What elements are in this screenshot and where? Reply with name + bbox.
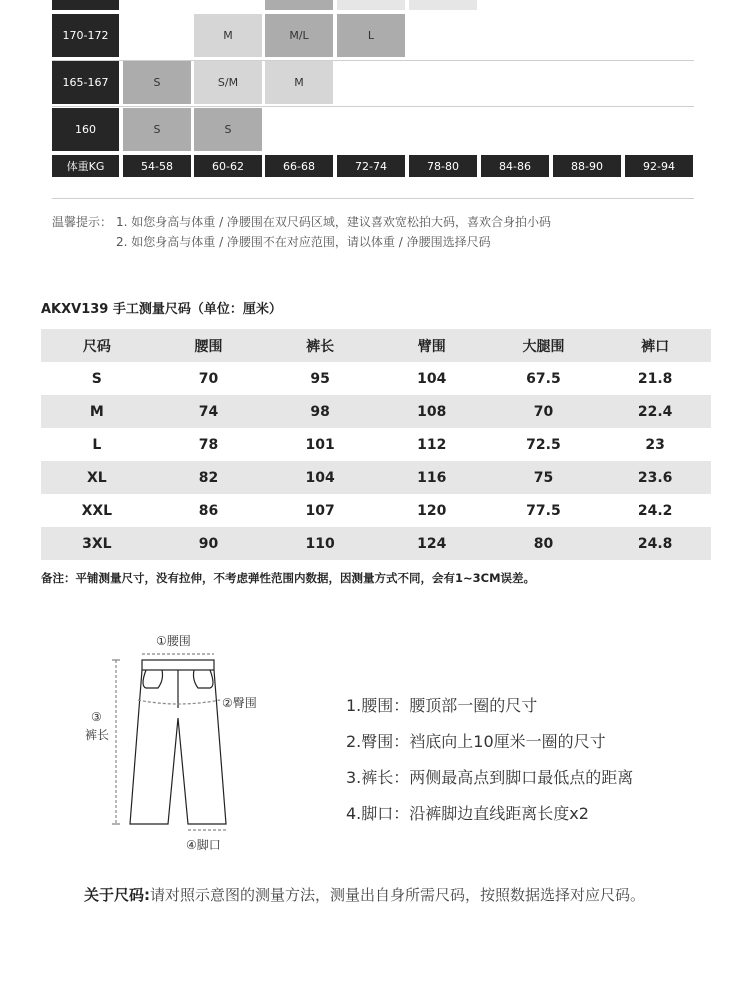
tips-label: 温馨提示： xyxy=(52,215,113,229)
column-header: 臂围 xyxy=(376,329,488,362)
weight-label: 78-80 xyxy=(409,155,477,177)
table-cell: 70 xyxy=(198,370,219,387)
table-cell: 72.5 xyxy=(526,436,561,453)
table-cell: XL xyxy=(41,461,153,494)
about-sizing xyxy=(84,880,684,910)
length-number: ③ xyxy=(91,710,102,724)
column-header: 裤长 xyxy=(264,329,376,362)
tips-line-1: 1. 如您身高与体重 / 净腰围在双尺码区域，建议喜欢宽松拍大码，喜欢合身拍小码 xyxy=(116,215,551,229)
hip-label: ②臀围 xyxy=(222,696,257,710)
table-cell: 80 xyxy=(488,527,600,560)
weight-label: 66-68 xyxy=(265,155,333,177)
column-header: 大腿围 xyxy=(488,329,600,362)
table-cell: 108 xyxy=(376,395,488,428)
waist-label: ①腰围 xyxy=(156,634,191,648)
column-header: 腰围 xyxy=(153,329,265,362)
legend-item: 2.臀围：裆底向上10厘米一圈的尺寸 xyxy=(346,732,606,751)
table-header-row xyxy=(41,329,711,362)
table-cell: 24.8 xyxy=(599,527,711,560)
legend-item: 4.脚口：沿裤脚边直线距离长度x2 xyxy=(346,804,589,823)
table-cell: 104 xyxy=(264,461,376,494)
table-row xyxy=(41,494,711,527)
size-cell: M/L xyxy=(265,14,333,57)
height-label: 165-167 xyxy=(52,61,119,104)
grid-divider xyxy=(52,198,694,199)
legend-item: 1.腰围：腰顶部一圈的尺寸 xyxy=(346,696,538,715)
size-chart-grid xyxy=(52,0,694,200)
size-cell: S/M xyxy=(194,61,262,104)
table-cell: 104 xyxy=(417,370,447,387)
legend-item: 3.裤长：两侧最高点到脚口最低点的距离 xyxy=(346,768,634,787)
pants-outline-icon xyxy=(80,628,280,858)
grid-cell-cut xyxy=(337,0,405,10)
table-row xyxy=(41,428,711,461)
height-label: 170-172 xyxy=(52,14,119,57)
weight-label: 92-94 xyxy=(625,155,693,177)
height-label: 160 xyxy=(52,108,119,151)
table-cell: 112 xyxy=(417,436,447,453)
table-cell: 82 xyxy=(153,461,265,494)
length-label: 裤长 xyxy=(85,728,110,742)
pants-diagram xyxy=(80,628,280,858)
table-cell: 120 xyxy=(417,502,447,519)
table-cell: 75 xyxy=(488,461,600,494)
size-cell: S xyxy=(123,61,191,104)
tips-line-2: 2. 如您身高与体重 / 净腰围不在对应范围，请以体重 / 净腰围选择尺码 xyxy=(116,235,491,249)
measure-legend xyxy=(346,688,633,832)
weight-label: 60-62 xyxy=(194,155,262,177)
measure-table-title: AKXV139 手工测量尺码（单位：厘米） xyxy=(41,302,282,317)
table-cell: 101 xyxy=(305,436,335,453)
measure-note: 备注：平铺测量尺寸，没有拉伸，不考虑弹性范围内数据，因测量方式不同，会有1~3CM误差。 xyxy=(41,571,536,585)
table-cell: 86 xyxy=(198,502,219,519)
grid-cell-cut xyxy=(409,0,477,10)
table-row xyxy=(41,527,711,560)
weight-label: 54-58 xyxy=(123,155,191,177)
table-cell: 23 xyxy=(645,436,665,453)
table-cell: 21.8 xyxy=(637,370,673,387)
table-cell: 98 xyxy=(264,395,376,428)
grid-cell-cut xyxy=(52,0,119,10)
table-cell: 116 xyxy=(376,461,488,494)
table-cell: 70 xyxy=(488,395,600,428)
table-row xyxy=(41,395,711,428)
size-cell: S xyxy=(123,108,191,151)
hem-label: ④脚口 xyxy=(186,838,221,852)
table-cell: 95 xyxy=(310,370,330,387)
column-header: 尺码 xyxy=(41,329,153,362)
table-cell: 107 xyxy=(305,502,335,519)
grid-divider xyxy=(52,106,694,107)
table-cell: S xyxy=(91,370,102,387)
weight-label: 72-74 xyxy=(337,155,405,177)
table-cell: 77.5 xyxy=(526,502,561,519)
table-cell: L xyxy=(92,436,102,453)
size-cell: M xyxy=(265,61,333,104)
weight-axis-label: 体重KG xyxy=(52,155,119,177)
size-tips xyxy=(52,212,551,252)
grid-cell-cut xyxy=(265,0,333,10)
weight-label: 88-90 xyxy=(553,155,621,177)
weight-label: 84-86 xyxy=(481,155,549,177)
table-cell: 67.5 xyxy=(526,370,561,387)
about-label: 关于尺码: xyxy=(84,886,150,904)
size-cell: M xyxy=(194,14,262,57)
measure-table xyxy=(41,329,711,560)
table-cell: 3XL xyxy=(41,527,153,560)
table-cell: XXL xyxy=(81,502,113,519)
column-header: 裤口 xyxy=(599,329,711,362)
table-cell: 23.6 xyxy=(599,461,711,494)
table-cell: 124 xyxy=(376,527,488,560)
size-cell: S xyxy=(194,108,262,151)
table-cell: 22.4 xyxy=(599,395,711,428)
table-cell: 78 xyxy=(198,436,219,453)
size-cell: L xyxy=(337,14,405,57)
table-cell: 24.2 xyxy=(637,502,673,519)
table-row xyxy=(41,461,711,494)
table-cell: 110 xyxy=(264,527,376,560)
table-cell: 74 xyxy=(153,395,265,428)
table-row xyxy=(41,362,711,395)
about-text: 请对照示意图的测量方法，测量出自身所需尺码，按照数据选择对应尺码。 xyxy=(150,886,646,904)
table-cell: M xyxy=(41,395,153,428)
table-cell: 90 xyxy=(153,527,265,560)
